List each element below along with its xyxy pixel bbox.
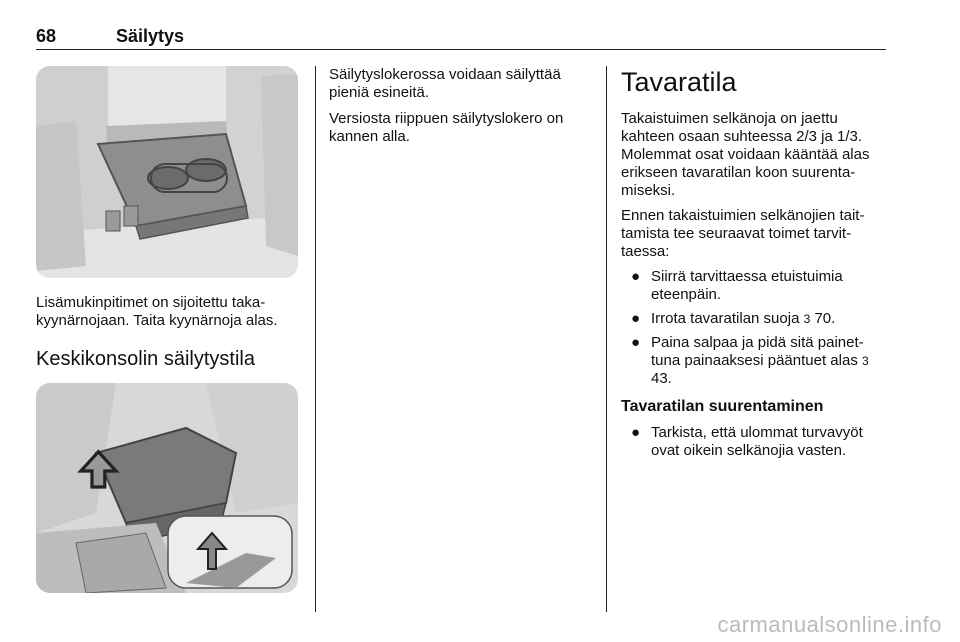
paragraph: Säilytyslokerossa voidaan säilyttää pieniä esineitä. [329, 66, 561, 101]
header-rule [36, 49, 886, 50]
bullet-icon: ● [631, 310, 641, 327]
page-number: 68 [36, 26, 57, 46]
section-heading-console: Keskikonsolin säilytystila [36, 348, 255, 370]
list-item [621, 310, 891, 328]
cargo-section [621, 66, 891, 468]
list-item-text: Tarkista, että ulommat turvavyöt ovat oikein selkänojia vasten. [651, 424, 863, 459]
console-text-column [329, 66, 595, 154]
list-item-text: Paina salpaa ja pidä sitä painet-tuna painaaksesi pääntuet alas [651, 334, 864, 369]
armrest-cupholder-illustration [36, 66, 298, 278]
bullet-icon: ● [631, 268, 641, 285]
paragraph: Takaistuimen selkänoja on jaettu kahteen osaan suhteessa 2/3 ja 1/3. Molemmat osat voidaan kääntää alas erikseen tavaratilan koon suurenta-miseksi. [621, 110, 870, 199]
list-item-text: Irrota tavaratilan suoja [651, 310, 804, 327]
page-ref-icon: 3 [803, 312, 811, 326]
subheading: Tavaratilan suurentaminen [621, 398, 824, 415]
console-drawing [36, 383, 298, 593]
paragraph: Ennen takaistuimien selkänojien tait-tamista tee seuraavat toimet tarvit-taessa: [621, 207, 865, 260]
column-divider [606, 66, 607, 612]
console-storage-illustration [36, 383, 298, 593]
armrest-drawing [36, 66, 298, 278]
chapter-title: Säilytys [116, 26, 185, 46]
column-divider [315, 66, 316, 612]
section-heading-cargo: Tavaratila [621, 67, 737, 97]
bullet-list [621, 424, 891, 460]
page-header [0, 0, 960, 52]
list-item [621, 268, 891, 304]
list-item [621, 424, 891, 460]
bullet-icon: ● [631, 334, 641, 351]
bullet-list [621, 268, 891, 388]
page-ref[interactable]: 70. [814, 310, 836, 327]
bullet-icon: ● [631, 424, 641, 441]
page-ref[interactable]: 43. [651, 370, 672, 387]
cupholder-caption [36, 294, 306, 330]
paragraph: Versiosta riippuen säilytyslokero on kannen alla. [329, 110, 564, 145]
list-item-text: Siirrä tarvittaessa etuistuimia eteenpäin. [651, 268, 843, 303]
caption-line: Lisämukinpitimet on sijoitettu taka- [36, 294, 266, 311]
caption-line: kyynärnojaan. Taita kyynärnoja alas. [36, 312, 278, 329]
watermark: carmanualsonline.info [717, 612, 942, 637]
list-item [621, 334, 891, 388]
page-ref-icon: 3 [862, 354, 869, 368]
